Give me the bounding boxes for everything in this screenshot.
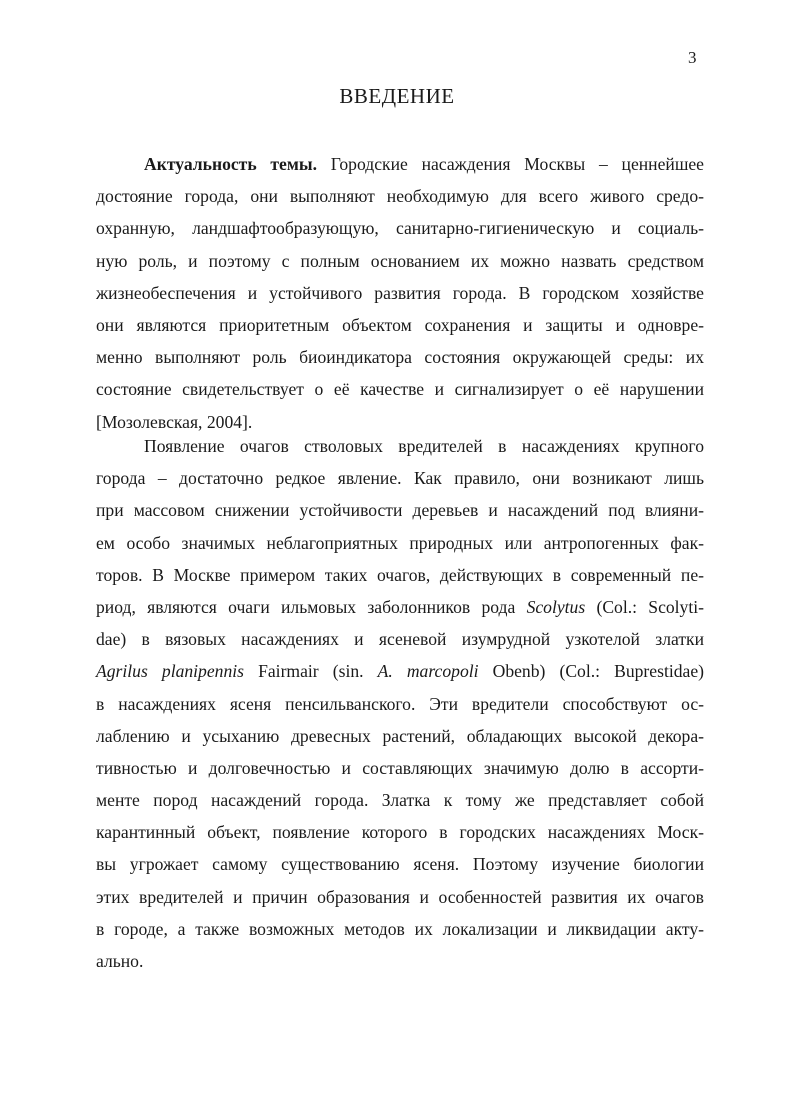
text-line: при массовом снижении устойчивости деревьев и насаждений под влияни- bbox=[96, 500, 704, 521]
text-line: охранную, ландшафтообразующую, санитарно-гигиеническую и социаль- bbox=[96, 218, 704, 239]
paragraph-relevance bbox=[96, 148, 704, 438]
text-line bbox=[96, 148, 704, 180]
text-line bbox=[96, 655, 704, 687]
text-line bbox=[96, 591, 704, 623]
text-line: жизнеобеспечения и устойчивого развития города. В городском хозяйстве bbox=[96, 282, 704, 303]
text-fragment: Obenb) (Col.: Buprestidae) bbox=[478, 661, 704, 682]
bold-lead: Актуальность темы. bbox=[144, 154, 317, 174]
text-line: ально. bbox=[96, 951, 144, 971]
page-number: 3 bbox=[688, 48, 697, 67]
text-line: этих вредителей и причин образования и особенностей развития их очагов bbox=[96, 886, 704, 907]
text-line: города – достаточно редкое явление. Как правило, они возникают лишь bbox=[96, 468, 704, 489]
text-fragment: Городские насаждения Москвы – ценнейшее bbox=[316, 154, 704, 174]
paragraph-pest-foci bbox=[96, 430, 704, 977]
text-line: [Мозолевская, 2004]. bbox=[96, 411, 253, 432]
text-line: достояние города, они выполняют необходимую для всего живого средо- bbox=[96, 186, 704, 207]
text-line: они являются приоритетным объектом сохранения и защиты и одновре- bbox=[96, 314, 704, 335]
text-line: менте пород насаждений города. Златка к тому же представляет собой bbox=[96, 790, 704, 811]
latin-genus: Scolytus bbox=[526, 596, 586, 617]
latin-synonym: A. marcopoli bbox=[377, 661, 479, 682]
text-line: лаблению и усыханию древесных растений, обладающих высокой декора- bbox=[96, 725, 704, 746]
text-line: состояние свидетельствует о её качестве и сигнализирует о её нарушении bbox=[96, 379, 704, 400]
latin-species: Agrilus planipennis bbox=[96, 661, 244, 682]
text-line: тивностью и долговечностью и составляющих значимую долю в ассорти- bbox=[96, 757, 704, 778]
text-line: менно выполняют роль биоиндикатора состояния окружающей среды: их bbox=[96, 347, 704, 368]
text-fragment: риод, являются очаги ильмовых заболонников рода bbox=[96, 596, 527, 617]
text-fragment: Fairmair (sin. bbox=[244, 661, 378, 682]
text-line: карантинный объект, появление которого в городских насаждениях Моск- bbox=[96, 822, 704, 843]
text-line: торов. В Москве примером таких очагов, действующих в современный пе- bbox=[96, 564, 704, 585]
text-line: в насаждениях ясеня пенсильванского. Эти вредители способствуют ос- bbox=[96, 693, 704, 714]
text-line: Появление очагов стволовых вредителей в насаждениях крупного bbox=[144, 436, 704, 456]
text-line: в городе, а также возможных методов их локализации и ликвидации акту- bbox=[96, 918, 704, 939]
text-fragment: (Col.: Scolyti- bbox=[585, 596, 704, 617]
text-line: ную роль, и поэтому с полным основанием их можно назвать средством bbox=[96, 250, 704, 271]
text-line: вы угрожает самому существованию ясеня. Поэтому изучение биологии bbox=[96, 854, 704, 875]
section-heading: ВВЕДЕНИЕ bbox=[339, 84, 455, 108]
text-line: dae) в вязовых насаждениях и ясеневой изумрудной узкотелой златки bbox=[96, 629, 704, 650]
text-line: ем особо значимых неблагоприятных природных или антропогенных фак- bbox=[96, 532, 704, 553]
